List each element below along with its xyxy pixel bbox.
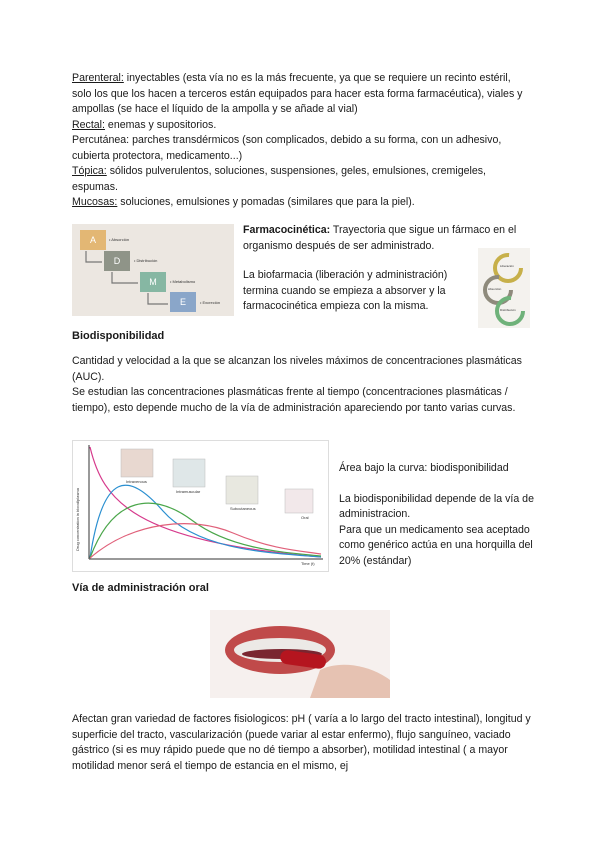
rectal-label: Rectal: xyxy=(72,118,105,131)
topica-text: sólidos pulverulentos, soluciones, suspensiones, geles, emulsiones, cremigeles, espumas. xyxy=(72,165,486,193)
bioavailability-p1: Cantidad y velocidad a la que se alcanzan los niveles máximos de concentraciones plasmáticas (AUC). xyxy=(72,355,522,383)
chart-svg xyxy=(73,441,328,571)
rectal-text: enemas y supositorios. xyxy=(104,118,217,131)
cycle-diagram xyxy=(478,248,530,328)
pharmacokinetics-text: Trayectoria que sigue un fármaco en el organismo después de ser administrado. xyxy=(243,224,517,252)
adme-letter-e: E xyxy=(179,297,186,307)
concentration-chart xyxy=(72,440,329,572)
oral-heading: Vía de administración oral xyxy=(72,582,209,594)
chart-side-p1: La biodisponibilidad depende de la vía de administracion. xyxy=(339,492,534,520)
adme-arrows xyxy=(72,224,234,316)
parenteral-paragraph xyxy=(72,71,532,118)
bioavailability-heading: Biodisponibilidad xyxy=(72,330,165,342)
mouth-pill-illustration xyxy=(210,610,390,698)
adme-label-d: • Distribución xyxy=(134,258,158,263)
routes-section xyxy=(72,71,532,211)
parenteral-text: inyectables (esta vía no es la más frecuente, ya que se requiere un recinto estéril, solo los que los hacen a terceros están equipados para hacer esta forma farmacéutica), viales y ampollas (se hace el líquido de la ampolla y se añade al vial) xyxy=(72,72,523,115)
adme-letter-a: A xyxy=(89,235,96,245)
chart-side-p2: Para que un medicamento sea aceptado como genérico actúa en una horquilla del 20% (estándar) xyxy=(339,523,533,567)
oral-text: Afectan gran variedad de factores fisiologicos: pH ( varía a lo largo del tracto intestinal), longitud y superficie del tracto, vascularización (puede variar al estar enfermo), flujo sanguíneo, vaciado gástrico (si es muy rápido puede que no dé tiempo a absorber), motilidad intestinal ( a mayor motilidad menor será el tiempo de estancia en el mismo, ej xyxy=(72,713,531,772)
auc-text: Área bajo la curva: biodisponibilidad xyxy=(339,462,509,474)
adme-label-a: • Absorción xyxy=(109,237,130,242)
adme-letter-d: D xyxy=(113,256,121,266)
bioavailability-p2: Se estudian las concentraciones plasmáticas frente al tiempo (concentraciones plasmáticas / tiempo), esto depende mucho de la vía de administración apareciendo por tanto varias curvas. xyxy=(72,386,516,414)
parenteral-label: Parenteral: xyxy=(72,72,124,84)
chart-ylabel: Drug concentration in blood/plasma xyxy=(75,488,80,551)
chart-label-oral: Oral xyxy=(301,515,309,520)
cycle-label-2: Absorción xyxy=(488,287,502,291)
adme-label-m: • Metabolismo xyxy=(170,279,196,284)
adme-diagram xyxy=(72,224,234,316)
bioavailability-text xyxy=(72,354,532,416)
mucosas-paragraph xyxy=(72,195,532,211)
mucosas-label: Mucosas: xyxy=(72,196,118,208)
cycle-label-3: Distribución xyxy=(500,308,516,312)
pharmacokinetics-title: Farmacocinética: xyxy=(243,224,331,236)
topica-paragraph xyxy=(72,164,532,195)
chart-side-text xyxy=(339,461,534,569)
cycle-arrows xyxy=(478,248,530,328)
chart-label-im: Intramuscular xyxy=(176,489,201,494)
rectal-paragraph xyxy=(72,118,532,134)
adme-letter-m: M xyxy=(149,277,157,287)
biopharmacy-paragraph: La biofarmacia (liberación y administración) termina cuando se empieza a absorver y la farmacocinética empieza con la misma. xyxy=(243,269,448,312)
chart-label-sc: Subcutaneous xyxy=(230,506,256,511)
chart-xlabel: Time (t) xyxy=(301,561,315,566)
adme-label-e: • Excreción xyxy=(200,300,221,305)
mucosas-text: soluciones, emulsiones y pomadas (similares que para la piel). xyxy=(117,196,415,208)
cycle-label-1: Liberación xyxy=(500,264,514,268)
chart-label-iv: Intravenous xyxy=(126,479,147,484)
oral-pill-image xyxy=(210,610,390,698)
topica-label: Tópica: xyxy=(72,165,107,177)
percutanea-paragraph: Percutánea: parches transdérmicos (son complicados, debido a su forma, con un adhesivo, cubierta protectora, medicamento...) xyxy=(72,134,502,162)
